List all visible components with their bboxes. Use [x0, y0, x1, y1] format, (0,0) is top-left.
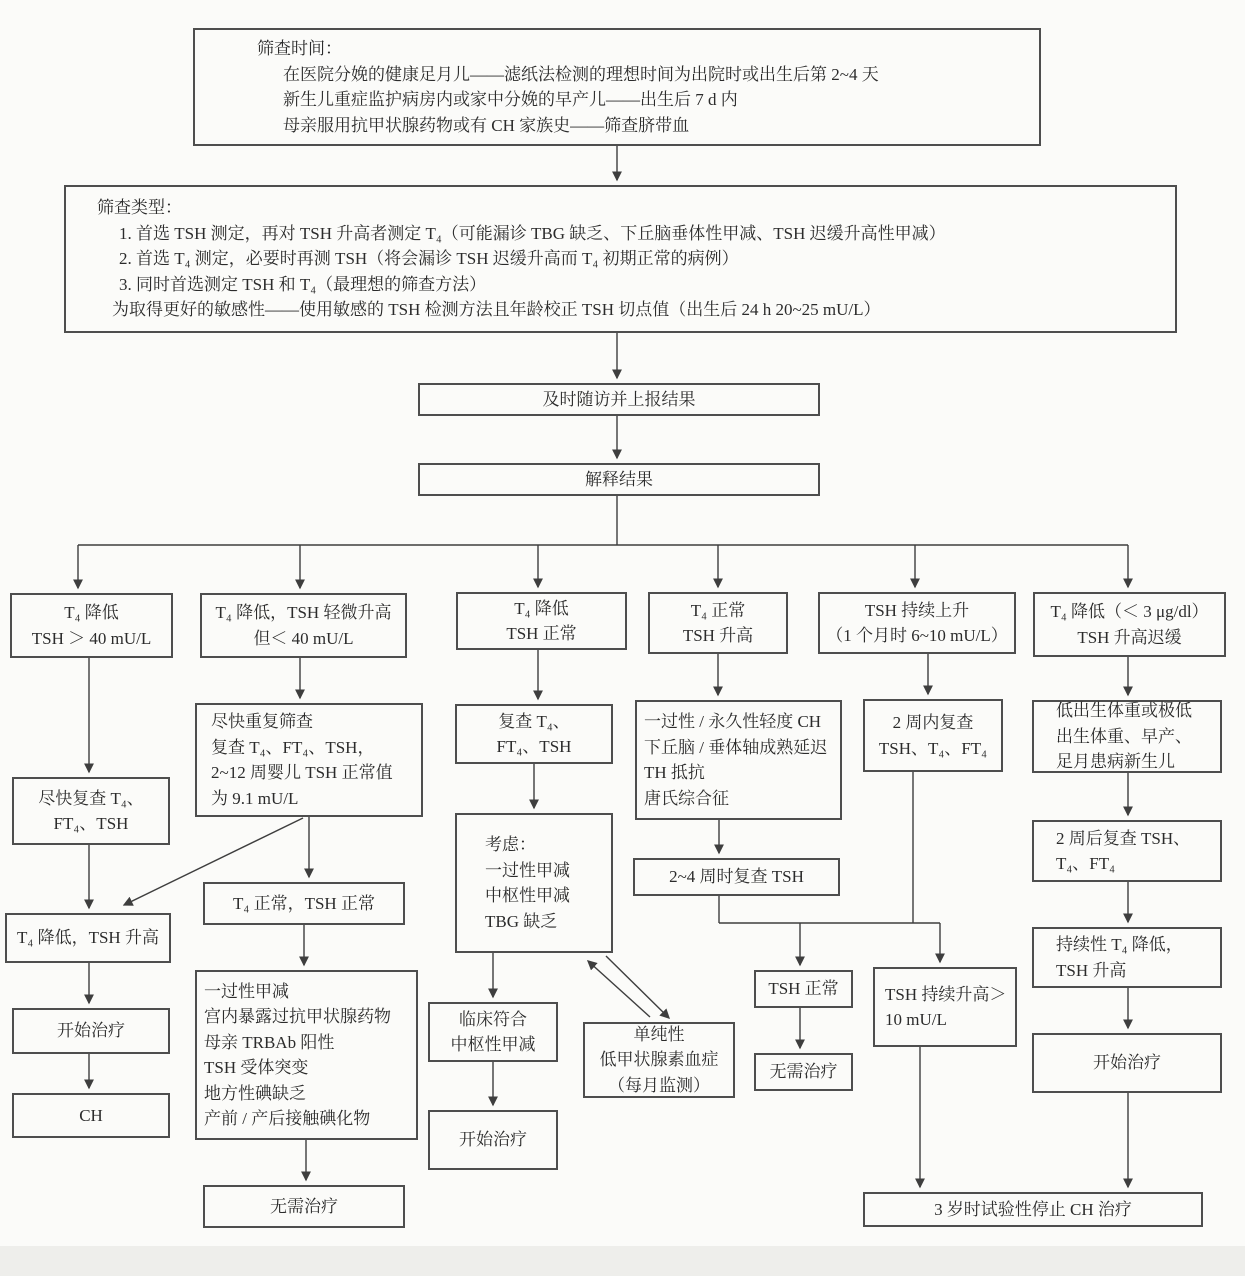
text-line: 开始治疗	[57, 1021, 125, 1041]
text-line: 开始治疗	[459, 1130, 527, 1150]
text-line: 10 mU/L	[885, 1010, 947, 1029]
node-low-birth-weight	[1032, 700, 1222, 773]
text-line: FT₄、TSH	[53, 814, 129, 833]
text-line: 及时随访并上报结果	[542, 389, 696, 409]
text-line: 3 岁时试验性停止 CH 治疗	[934, 1199, 1132, 1219]
text-line: TSH 持续升高＞	[885, 984, 1007, 1004]
node-no-treatment-2	[754, 1053, 853, 1091]
node-screening-type	[64, 185, 1177, 333]
text-line: T₄ 正常，TSH 正常	[233, 893, 375, 913]
text-line: 新生儿重症监护病房内或家中分娩的早产儿——出生后 7 d 内	[283, 90, 738, 109]
text-line: 一过性甲减	[204, 981, 289, 1001]
text-line: 3. 同时首选测定 TSH 和 T₄（最理想的筛查方法）	[119, 274, 487, 294]
text-line: 开始治疗	[1093, 1053, 1161, 1073]
node-t4-low-tsh-mild-high	[200, 593, 407, 658]
node-t4-low-tsh-over-40	[10, 593, 173, 658]
text-line: 一过性甲减	[485, 860, 570, 880]
text-line: TSH 受体突变	[204, 1058, 309, 1077]
text-line: 唐氏综合征	[644, 788, 729, 808]
node-start-treatment-2	[428, 1110, 558, 1170]
text-line: 母亲 TRBAb 阳性	[204, 1032, 335, 1052]
text-line: 2 周内复查	[892, 713, 974, 732]
text-line: TSH 升高迟缓	[1077, 627, 1182, 647]
text-line: 产前 / 产后接触碘化物	[204, 1109, 371, 1128]
text-line: CH	[79, 1105, 103, 1125]
text-line: 尽快重复筛查	[211, 712, 313, 731]
text-line: 无需治疗	[270, 1196, 338, 1216]
node-t4-normal-tsh-normal	[203, 882, 405, 925]
node-stop-ch-treatment	[863, 1192, 1203, 1227]
text-line: 无需治疗	[769, 1062, 838, 1082]
node-t4-normal-tsh-high	[648, 592, 788, 654]
node-start-treatment-3	[1032, 1033, 1222, 1093]
node-t4-low-tsh-normal	[456, 592, 627, 650]
text-line: TH 抵抗	[644, 763, 705, 782]
text-line: 1. 首选 TSH 测定，再对 TSH 升高者测定 T₄（可能漏诊 TBG 缺乏、下丘脑垂体性甲减、TSH 迟缓升高性甲减）	[119, 223, 946, 243]
text-line: 地方性碘缺乏	[204, 1083, 306, 1103]
text-line: 筛查类型：	[97, 198, 182, 218]
text-line: TSH 正常	[506, 624, 577, 643]
text-line: T₄ 降低	[64, 603, 119, 622]
text-line: 下丘脑 / 垂体轴成熟延迟	[644, 737, 828, 757]
text-line: 2~12 周婴儿 TSH 正常值	[211, 763, 393, 782]
node-followup-report	[418, 383, 820, 416]
text-line: 为 9.1 mU/L	[211, 788, 299, 808]
text-line: TSH ＞ 40 mU/L	[31, 628, 152, 648]
text-line: 复查 T₄、FT₄、TSH，	[211, 737, 375, 757]
text-line: 2~4 周时复查 TSH	[669, 867, 804, 887]
text-line: 尽快复查 T₄、	[38, 788, 144, 808]
node-tsh-rising	[818, 592, 1016, 654]
text-line: T₄ 降低，TSH 轻微升高	[215, 603, 392, 622]
node-consider-causes	[455, 813, 613, 953]
node-repeat-screening	[195, 703, 423, 817]
text-line: T₄ 降低	[514, 598, 569, 618]
text-line: 宫内暴露过抗甲状腺药物	[204, 1007, 391, 1026]
node-recheck-t4-ft4-tsh	[455, 704, 613, 764]
text-line: 中枢性甲减	[485, 886, 570, 905]
text-line: 在医院分娩的健康足月儿——滤纸法检测的理想时间为出院时或出生后第 2~4 天	[283, 64, 879, 84]
node-no-treatment-1	[203, 1185, 405, 1228]
text-line: 出生体重、早产、	[1056, 726, 1192, 746]
node-ch-diagnosis	[12, 1093, 170, 1138]
text-line: TSH 升高	[1056, 960, 1127, 980]
node-recheck-asap	[12, 777, 170, 845]
node-tsh-persistent-over-10	[873, 967, 1017, 1047]
node-t4-low-tsh-delayed	[1033, 592, 1226, 657]
node-interpret-results	[418, 463, 820, 496]
text-line: 2 周后复查 TSH、	[1056, 828, 1191, 848]
text-line: FT₄、TSH	[496, 737, 572, 756]
text-line: 但＜ 40 mU/L	[253, 628, 354, 648]
text-line: T₄ 正常	[690, 600, 746, 620]
node-isolated-hypothyroxinemia	[583, 1022, 735, 1098]
text-line: 考虑：	[485, 835, 536, 854]
node-recheck-within-2-weeks	[863, 699, 1003, 772]
text-line: 母亲服用抗甲状腺药物或有 CH 家族史——筛查脐带血	[283, 115, 690, 135]
text-line: TSH 持续上升	[864, 600, 970, 620]
text-line: 一过性 / 永久性轻度 CH	[644, 712, 822, 731]
text-line: 持续性 T₄ 降低，	[1056, 935, 1183, 954]
node-transient-causes	[195, 970, 418, 1140]
text-line: 足月患病新生儿	[1056, 752, 1175, 772]
text-line: TBG 缺乏	[485, 911, 558, 931]
text-line: T₄、FT₄	[1056, 854, 1116, 873]
text-line: （每月监测）	[608, 1075, 710, 1095]
node-screening-time	[193, 28, 1041, 146]
text-line: TSH 正常	[768, 979, 839, 999]
text-line: 临床符合	[459, 1009, 527, 1029]
text-line: 低甲状腺素血症	[599, 1050, 719, 1070]
text-line: T₄ 降低（＜ 3 μg/dl）	[1050, 602, 1209, 621]
node-recheck-tsh-2-4-weeks	[633, 858, 840, 896]
text-line: 筛查时间：	[257, 39, 342, 58]
text-line: （1 个月时 6~10 mU/L）	[826, 626, 1008, 645]
text-line: T₄ 降低，TSH 升高	[17, 928, 159, 948]
node-persistent-t4-low	[1032, 927, 1222, 988]
node-recheck-after-2-weeks	[1032, 820, 1222, 882]
text-line: 2. 首选 T₄ 测定，必要时再测 TSH（将会漏诊 TSH 迟缓升高而 T₄ 初期正常的病例）	[119, 249, 739, 269]
text-line: 单纯性	[633, 1024, 685, 1044]
text-line: 为取得更好的敏感性——使用敏感的 TSH 检测方法且年龄校正 TSH 切点值（出生后 24 h 20~25 mU/L）	[112, 300, 881, 320]
node-tsh-normal	[754, 970, 853, 1008]
text-line: 低出生体重或极低	[1056, 701, 1192, 721]
node-clinical-central-hypothyroidism	[428, 1002, 558, 1062]
page-scan-shade	[0, 1246, 1245, 1276]
text-line: 中枢性甲减	[450, 1035, 536, 1054]
node-t4-low-tsh-high	[5, 913, 171, 963]
text-line: 解释结果	[585, 469, 653, 489]
text-line: TSH 升高	[682, 626, 754, 645]
text-line: 复查 T₄、	[498, 711, 570, 731]
node-start-treatment-1	[12, 1008, 170, 1054]
node-mild-ch-causes	[635, 700, 842, 820]
text-line: TSH、T₄、FT₄	[878, 738, 988, 758]
